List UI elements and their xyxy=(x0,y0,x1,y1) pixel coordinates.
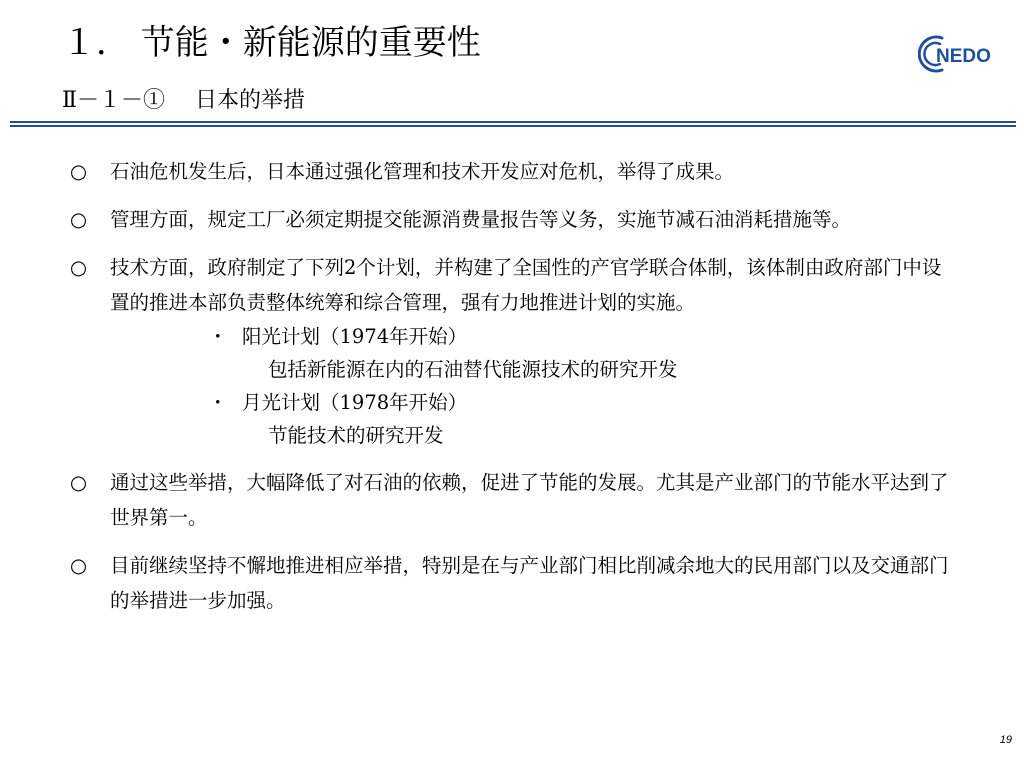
bullet-item xyxy=(70,154,960,189)
plan-detail: 节能技术的研究开发 xyxy=(268,424,444,447)
dot-bullet-icon: ・ xyxy=(208,391,228,414)
bullet-text: 管理方面，规定工厂必须定期提交能源消费量报告等义务，实施节减石油消耗措施等。 xyxy=(110,208,852,231)
plan-detail: 包括新能源在内的石油替代能源技术的研究开发 xyxy=(268,358,678,381)
header-rule-top xyxy=(10,121,1016,123)
bullet-item xyxy=(70,250,960,452)
circle-bullet-icon: ○ xyxy=(70,208,88,231)
nedo-logo xyxy=(918,32,1010,76)
section-title: 日本的举措 xyxy=(194,88,305,113)
page-title: １． 节能・新能源的重要性 xyxy=(62,23,481,63)
circle-bullet-icon: ○ xyxy=(70,256,88,279)
bullet-item xyxy=(70,548,960,618)
bullet-text: 目前继续坚持不懈地推进相应举措，特别是在与产业部门相比削减余地大的民用部门以及交通部门的举措进一步加强。 xyxy=(110,554,949,612)
header-rule-bottom xyxy=(10,125,1016,127)
plan-name: 阳光计划（1974年开始） xyxy=(242,325,468,348)
content-body xyxy=(70,154,960,631)
plan-item xyxy=(110,386,960,419)
bullet-text: 通过这些举措，大幅降低了对石油的依赖，促进了节能的发展。尤其是产业部门的节能水平达到了世界第一。 xyxy=(110,471,949,529)
circle-bullet-icon: ○ xyxy=(70,471,88,494)
plan-item xyxy=(110,320,960,353)
circle-bullet-icon: ○ xyxy=(70,160,88,183)
bullet-text: 技术方面，政府制定了下列2个计划，并构建了全国性的产官学联合体制，该体制由政府部门中设置的推进本部负责整体统筹和综合管理，强有力地推进计划的实施。 xyxy=(110,256,942,314)
bullet-item xyxy=(70,465,960,535)
logo-text: NEDO xyxy=(936,46,991,67)
circle-bullet-icon: ○ xyxy=(70,554,88,577)
page-number: 19 xyxy=(999,734,1012,746)
bullet-text: 石油危机发生后，日本通过强化管理和技术开发应对危机，举得了成果。 xyxy=(110,160,735,183)
plan-name: 月光计划（1978年开始） xyxy=(242,391,468,414)
section-heading xyxy=(62,86,305,116)
section-number: Ⅱ－１－① xyxy=(62,88,165,113)
dot-bullet-icon: ・ xyxy=(208,325,228,348)
bullet-item xyxy=(70,202,960,237)
